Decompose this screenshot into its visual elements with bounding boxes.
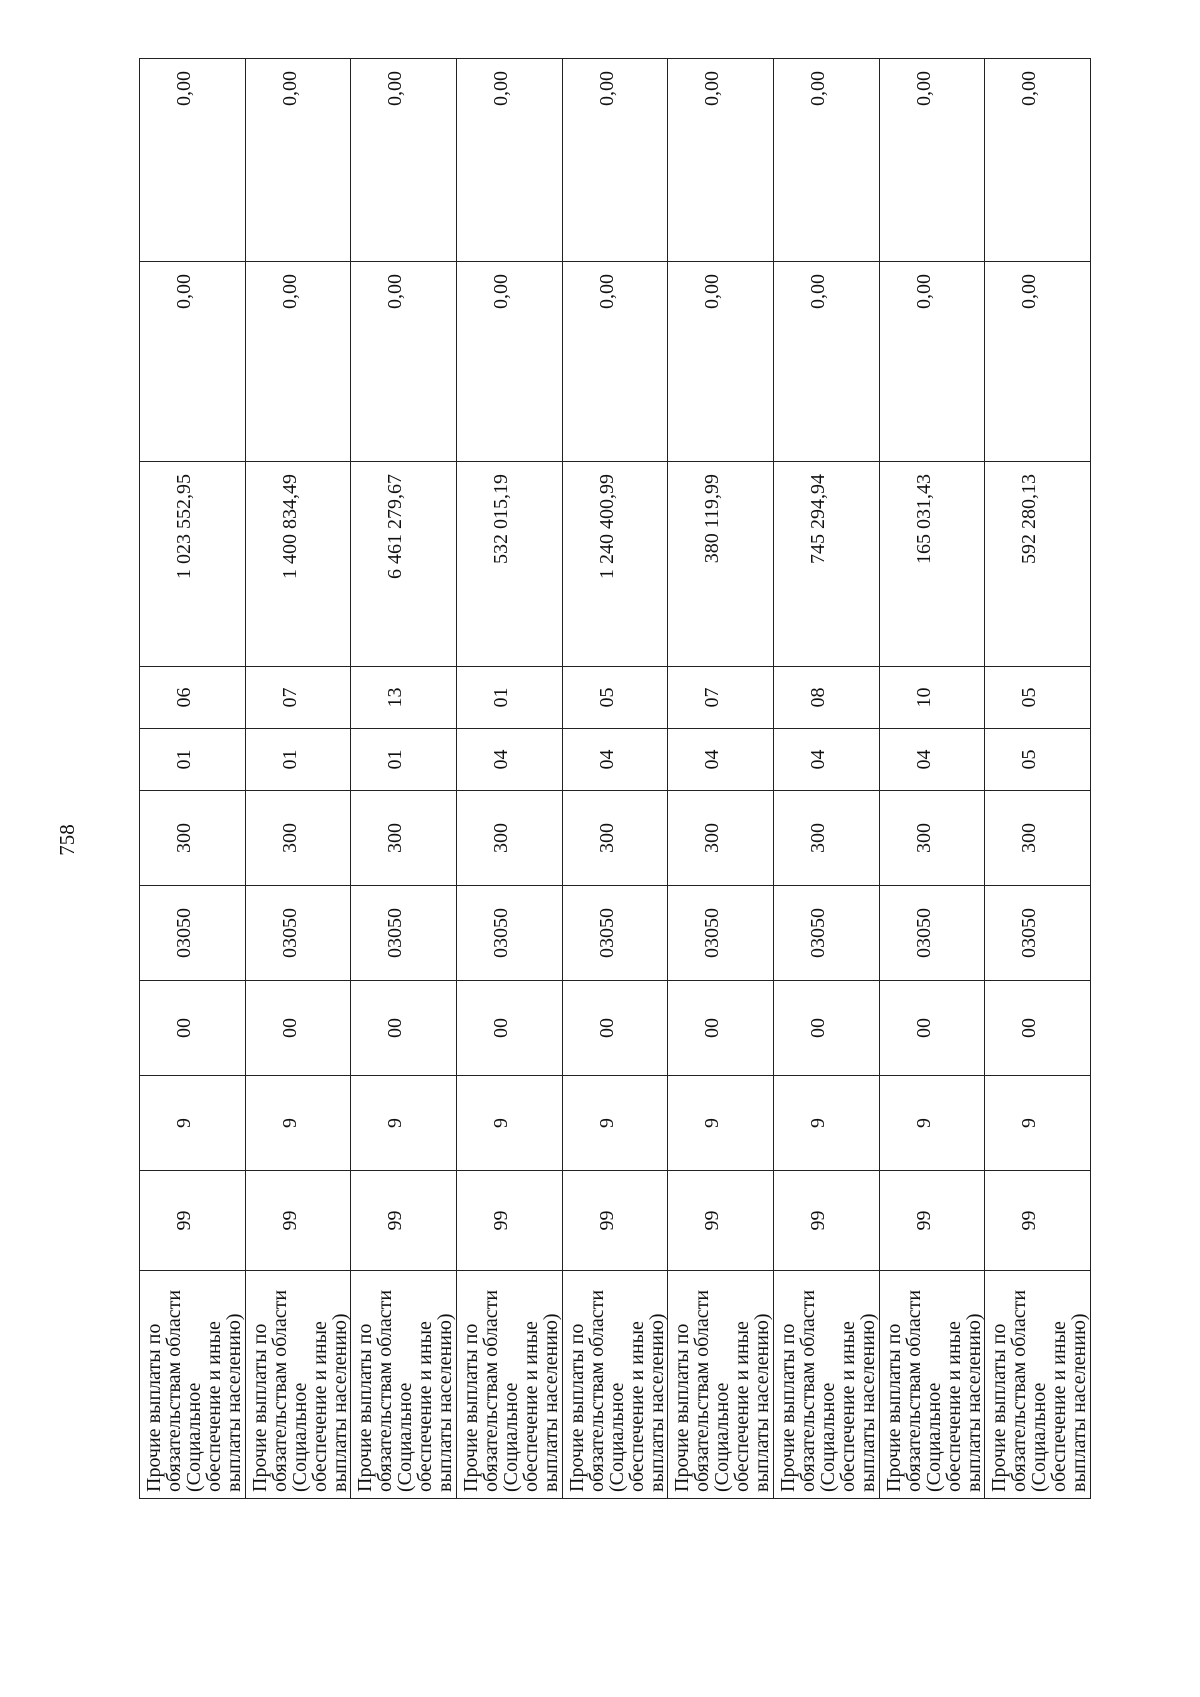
subprogram-code: 9 [351, 1076, 457, 1171]
row-description: Прочие выплаты по обязательствам области (Социальное обеспечение и иные выплаты населению) [245, 1271, 351, 1499]
table-row [985, 59, 1091, 1499]
expense-type-code: 300 [773, 791, 879, 886]
value-1: 0,00 [879, 262, 985, 462]
budget-table [139, 58, 1091, 1499]
amount-value: 745 294,94 [773, 462, 879, 667]
row-description: Прочие выплаты по обязательствам области (Социальное обеспечение и иные выплаты населению) [140, 1271, 246, 1499]
value-2: 0,00 [668, 59, 774, 262]
program-code: 99 [985, 1171, 1091, 1271]
value-1: 0,00 [456, 262, 562, 462]
direction-code: 03050 [985, 886, 1091, 981]
value-1: 0,00 [351, 262, 457, 462]
main-event-code: 00 [879, 981, 985, 1076]
main-event-code: 00 [245, 981, 351, 1076]
program-code: 99 [773, 1171, 879, 1271]
table-row [668, 59, 774, 1499]
table-row [773, 59, 879, 1499]
main-event-code: 00 [985, 981, 1091, 1076]
value-1: 0,00 [562, 262, 668, 462]
row-description: Прочие выплаты по обязательствам области (Социальное обеспечение и иные выплаты населению) [773, 1271, 879, 1499]
program-code: 99 [351, 1171, 457, 1271]
subprogram-code: 9 [879, 1076, 985, 1171]
value-2: 0,00 [773, 59, 879, 262]
section-code: 04 [562, 729, 668, 791]
value-2: 0,00 [985, 59, 1091, 262]
page-number: 758 [55, 824, 79, 856]
program-code: 99 [879, 1171, 985, 1271]
value-1: 0,00 [140, 262, 246, 462]
section-code: 04 [668, 729, 774, 791]
amount-value: 6 461 279,67 [351, 462, 457, 667]
expense-type-code: 300 [245, 791, 351, 886]
amount-value: 592 280,13 [985, 462, 1091, 667]
value-1: 0,00 [245, 262, 351, 462]
section-code: 01 [351, 729, 457, 791]
program-code: 99 [456, 1171, 562, 1271]
value-2: 0,00 [879, 59, 985, 262]
value-1: 0,00 [773, 262, 879, 462]
expense-type-code: 300 [985, 791, 1091, 886]
value-2: 0,00 [456, 59, 562, 262]
amount-value: 380 119,99 [668, 462, 774, 667]
subsection-code: 13 [351, 667, 457, 729]
main-event-code: 00 [562, 981, 668, 1076]
row-description: Прочие выплаты по обязательствам области (Социальное обеспечение и иные выплаты населению) [351, 1271, 457, 1499]
table-row [351, 59, 457, 1499]
value-1: 0,00 [668, 262, 774, 462]
subprogram-code: 9 [245, 1076, 351, 1171]
subsection-code: 05 [985, 667, 1091, 729]
table-row [140, 59, 246, 1499]
direction-code: 03050 [773, 886, 879, 981]
program-code: 99 [562, 1171, 668, 1271]
expense-type-code: 300 [456, 791, 562, 886]
section-code: 01 [245, 729, 351, 791]
section-code: 05 [985, 729, 1091, 791]
subsection-code: 10 [879, 667, 985, 729]
value-2: 0,00 [245, 59, 351, 262]
program-code: 99 [140, 1171, 246, 1271]
table-row [879, 59, 985, 1499]
subprogram-code: 9 [562, 1076, 668, 1171]
table-row [245, 59, 351, 1499]
row-description: Прочие выплаты по обязательствам области (Социальное обеспечение и иные выплаты населению) [985, 1271, 1091, 1499]
amount-value: 1 400 834,49 [245, 462, 351, 667]
direction-code: 03050 [668, 886, 774, 981]
subsection-code: 06 [140, 667, 246, 729]
subsection-code: 01 [456, 667, 562, 729]
amount-value: 165 031,43 [879, 462, 985, 667]
subprogram-code: 9 [456, 1076, 562, 1171]
budget-table-wrapper [139, 59, 1091, 1499]
table-row [456, 59, 562, 1499]
direction-code: 03050 [879, 886, 985, 981]
subprogram-code: 9 [140, 1076, 246, 1171]
subsection-code: 07 [245, 667, 351, 729]
expense-type-code: 300 [668, 791, 774, 886]
main-event-code: 00 [351, 981, 457, 1076]
subsection-code: 07 [668, 667, 774, 729]
expense-type-code: 300 [879, 791, 985, 886]
direction-code: 03050 [456, 886, 562, 981]
main-event-code: 00 [668, 981, 774, 1076]
main-event-code: 00 [140, 981, 246, 1076]
table-row [562, 59, 668, 1499]
amount-value: 532 015,19 [456, 462, 562, 667]
main-event-code: 00 [456, 981, 562, 1076]
amount-value: 1 240 400,99 [562, 462, 668, 667]
section-code: 04 [773, 729, 879, 791]
value-2: 0,00 [562, 59, 668, 262]
subprogram-code: 9 [668, 1076, 774, 1171]
section-code: 04 [456, 729, 562, 791]
main-event-code: 00 [773, 981, 879, 1076]
direction-code: 03050 [351, 886, 457, 981]
amount-value: 1 023 552,95 [140, 462, 246, 667]
value-2: 0,00 [351, 59, 457, 262]
table-body [140, 59, 1091, 1499]
value-1: 0,00 [985, 262, 1091, 462]
subprogram-code: 9 [985, 1076, 1091, 1171]
direction-code: 03050 [245, 886, 351, 981]
direction-code: 03050 [562, 886, 668, 981]
value-2: 0,00 [140, 59, 246, 262]
program-code: 99 [245, 1171, 351, 1271]
expense-type-code: 300 [351, 791, 457, 886]
subsection-code: 05 [562, 667, 668, 729]
program-code: 99 [668, 1171, 774, 1271]
row-description: Прочие выплаты по обязательствам области (Социальное обеспечение и иные выплаты населению) [879, 1271, 985, 1499]
expense-type-code: 300 [562, 791, 668, 886]
direction-code: 03050 [140, 886, 246, 981]
section-code: 04 [879, 729, 985, 791]
expense-type-code: 300 [140, 791, 246, 886]
row-description: Прочие выплаты по обязательствам области (Социальное обеспечение и иные выплаты населению) [456, 1271, 562, 1499]
section-code: 01 [140, 729, 246, 791]
subprogram-code: 9 [773, 1076, 879, 1171]
row-description: Прочие выплаты по обязательствам области (Социальное обеспечение и иные выплаты населению) [668, 1271, 774, 1499]
row-description: Прочие выплаты по обязательствам области (Социальное обеспечение и иные выплаты населению) [562, 1271, 668, 1499]
subsection-code: 08 [773, 667, 879, 729]
